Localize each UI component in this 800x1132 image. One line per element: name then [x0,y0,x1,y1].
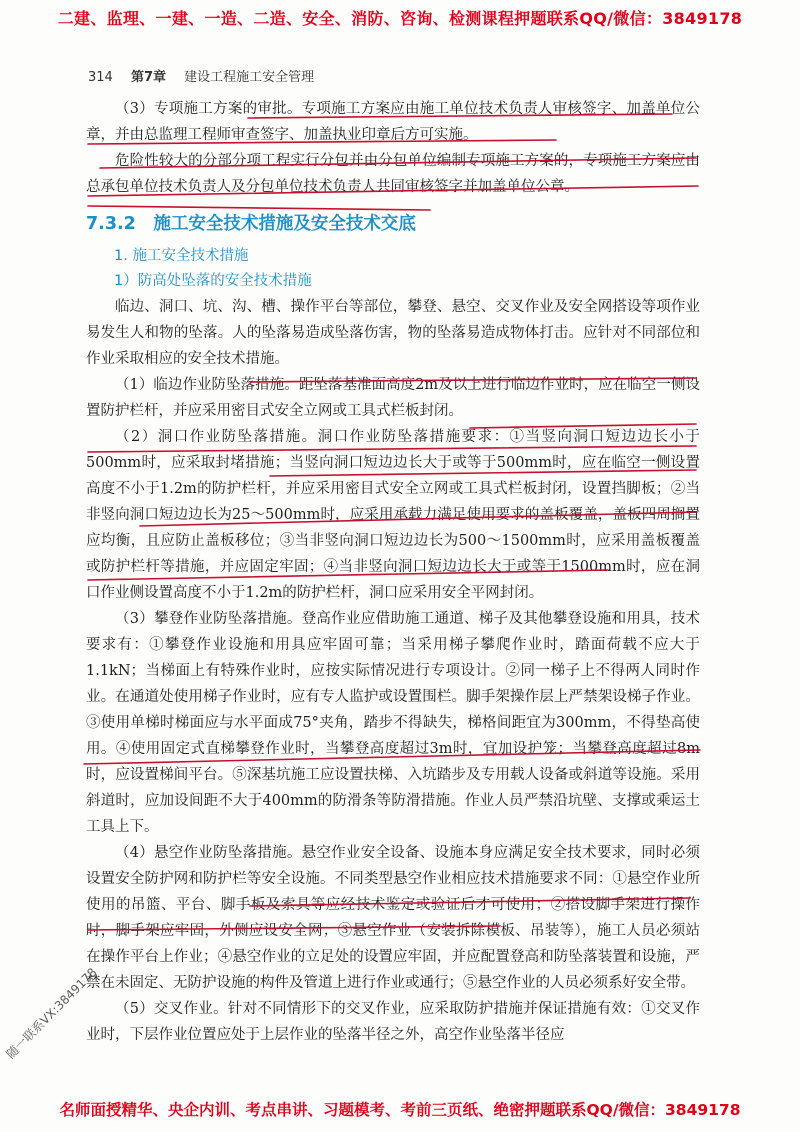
edge-work-paragraph: （1）临边作业防坠落措施。距坠落基准面高度2m及以上进行临边作业时，应在临空一侧设置防护栏杆，并应采用密目式安全立网或工具式栏板封闭。 [86,377,700,419]
page-header [88,66,328,85]
top-contact-banner: 二建、监理、一建、一造、二造、安全、消防、咨询、检测课程押题联系QQ/微信：3849178 [57,9,743,28]
suspended-work-paragraph: （4）悬空作业防坠落措施。悬空作业安全设备、设施本身应满足安全技术要求，同时必须设置安全防护网和防护栏等安全设施。不同类型悬空作业相应技术措施要求不同：①悬空作业所使用的吊篮、平台、脚手板及索具等应经技术鉴定或验证后才可使用；②搭设脚手架进行操作时，脚手架应牢固，外侧应设安全网；③悬空作业（安装拆除模板、吊装等），施工人员必须站在操作平台上作业；④悬空作业的立足处的设置应牢固，并应配置登高和防坠落装置和设施，严禁在未固定、无防护设施的构件及管道上进行作业或通行；⑤悬空作业的人员必须系好安全带。 [86,845,700,991]
section-title: 7.3.2 施工安全技术措施及安全技术交底 [86,214,416,234]
review-paragraph: （3）专项施工方案的审批。专项施工方案应由施工单位技术负责人审核签字、加盖单位公章，并由总监理工程师审查签字、加盖执业印章后方可实施。 [86,101,700,143]
subcontract-paragraph: 危险性较大的分部分项工程实行分包并由分包单位编制专项施工方案的，专项施工方案应由总承包单位技术负责人及分包单位技术负责人共同审核签字并加盖单位公章。 [86,153,700,195]
subsection-heading: 1. 施工安全技术措施 [114,248,249,264]
intro-paragraph: 临边、洞口、坑、沟、槽、操作平台等部位，攀登、悬空、交叉作业及安全网搭设等项作业易发生人和物的坠落。人的坠落易造成坠落伤害，物的坠落易造成物体打击。应针对不同部位和作业采取相应的安全技术措施。 [86,299,700,367]
climbing-work-paragraph: （3）攀登作业防坠落措施。登高作业应借助施工通道、梯子及其他攀登设施和用具，技术要求有：①攀登作业设施和用具应牢固可靠；当采用梯子攀爬作业时，踏面荷载不应大于1.1kN；当梯面上有特殊作业时，应按实际情况进行专项设计。②同一梯子上不得两人同时作业。在通道处使用梯子作业时，应有专人监护或设置围栏。脚手架操作层上严禁架设梯子作业。③使用单梯时梯面应与水平面成75°夹角，踏步不得缺失，梯格间距宜为300mm，不得垫高使用。④使用固定式直梯攀登作业时，当攀登高度超过3m时，宜加设护笼；当攀登高度超过8m时，应设置梯间平台。⑤深基坑施工应设置扶梯、入坑踏步及专用载人设备或斜道等设施。采用斜道时，应加设间距不大于400mm的防滑条等防滑措施。作业人员严禁沿坑壁、支撑或乘运土工具上下。 [86,611,700,835]
chapter-number: 第7章 [130,70,167,85]
page-body [86,96,700,1048]
subsubsection-heading: 1）防高处坠落的安全技术措施 [114,273,312,289]
chapter-title: 建设工程施工安全管理 [184,70,315,85]
bottom-contact-banner: 名师面授精华、央企内训、考点串讲、习题模考、考前三页纸、绝密押题联系QQ/微信：3849178 [59,1101,741,1119]
cross-work-paragraph: （5）交叉作业。针对不同情形下的交叉作业，应采取防护措施并保证措施有效：①交叉作业时，下层作业位置应处于上层作业的坠落半径之外，高空作业坠落半径应 [86,1001,700,1043]
opening-work-paragraph: （2）洞口作业防坠落措施。洞口作业防坠落措施要求：①当竖向洞口短边边长小于500mm时，应采取封堵措施；当竖向洞口短边边长大于或等于500mm时，应在临空一侧设置高度不小于1.2m的防护栏杆，并应采用密目式安全立网或工具式栏板封闭，设置挡脚板；②当非竖向洞口短边边长为25～500mm时，应采用承载力满足使用要求的盖板覆盖，盖板四周搁置应均衡，且应防止盖板移位；③当非竖向洞口短边边长为500～1500mm时，应采用盖板覆盖或防护栏杆等措施，并应固定牢固；④当非竖向洞口短边边长大于或等于1500mm时，应在洞口作业侧设置高度不小于1.2m的防护栏杆，洞口应采用安全平网封闭。 [86,429,700,601]
side-contact-stamp: 随一联系VX:3849178 [3,965,100,1062]
page-number: 314 [88,70,113,85]
